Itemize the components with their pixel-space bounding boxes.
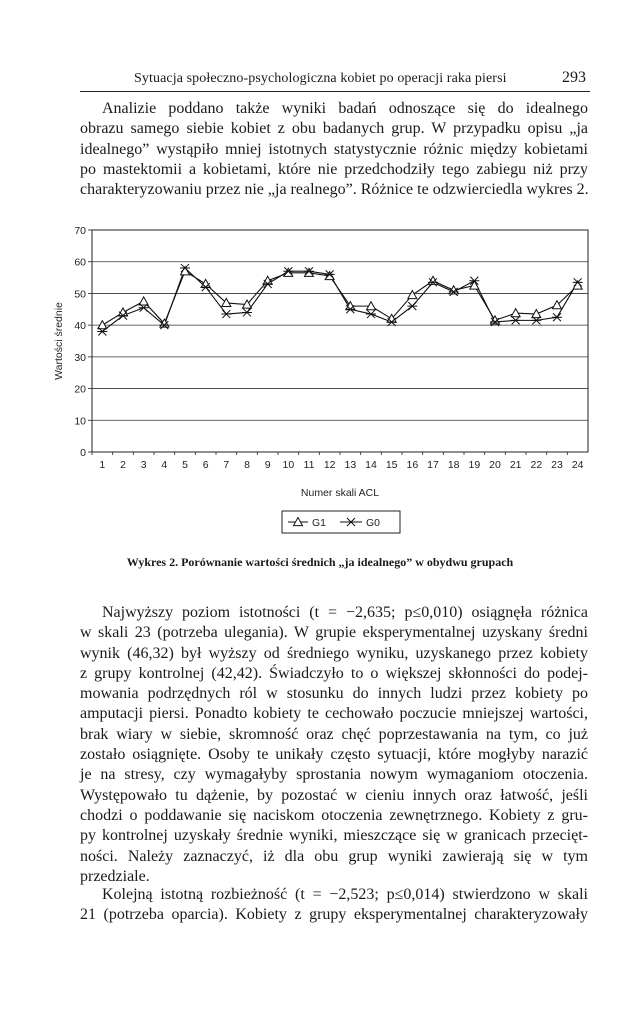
y-tick-label: 60 [74, 256, 86, 269]
text-line: Najwyższy poziom istotności (t = −2,635; p≤0,010) osiągnęła różnica [102, 604, 588, 621]
marker-G1 [511, 309, 520, 317]
x-tick-label: 5 [182, 459, 188, 471]
text-line: wynik (46,32) był wyższy od średniego wyniku, uzyskanego przez kobiety [80, 644, 588, 662]
legend-label-G0: G0 [366, 517, 381, 529]
marker-G0 [407, 302, 417, 310]
x-tick-label: 19 [468, 459, 481, 471]
x-tick-label: 12 [323, 459, 336, 471]
y-tick-label: 40 [74, 320, 86, 333]
x-tick-label: 24 [571, 459, 584, 471]
x-axis-label: Numer skali ACL [300, 487, 380, 499]
marker-G1 [98, 321, 107, 329]
x-tick-label: 6 [202, 459, 209, 471]
text-line: obrazu samego siebie kobiet z obu badanych grup. W przypadku opisu „ja [80, 120, 588, 138]
series-line-G0 [102, 268, 577, 331]
paragraph-next [80, 885, 588, 926]
line-chart [50, 218, 600, 548]
text-line: przedziale. [80, 867, 150, 885]
text-line: w skali 23 (potrzeba ulegania). W grupie eksperymentalnej uzyskany średni [80, 624, 588, 642]
y-tick-label: 30 [74, 351, 86, 364]
text-line: Kolejną istotną rozbieżność (t = −2,523; p≤0,014) stwierdzono w skali [102, 886, 588, 903]
marker-G1 [139, 297, 148, 305]
x-tick-label: 11 [303, 459, 315, 471]
text-line: brak wiary w siebie, skromność oraz chęć poprzestawania na tym, co już [80, 725, 588, 743]
x-tick-label: 1 [99, 459, 106, 471]
y-axis-label: Wartości średnie [53, 302, 65, 380]
marker-G1 [491, 316, 500, 324]
marker-G0 [511, 316, 521, 324]
legend-label-G1: G1 [312, 517, 327, 529]
page-number: 293 [562, 69, 586, 86]
x-tick-label: 14 [365, 459, 377, 471]
paragraph-significance [80, 603, 588, 887]
y-tick-label: 20 [74, 383, 86, 396]
text-line: je na stresy, czy wymagałyby sprostania nowym wymaganiom otoczenia. [80, 766, 588, 784]
paragraph-intro [80, 99, 588, 200]
marker-G1 [429, 276, 438, 284]
text-line: amputacji piersi. Ponadto kobiety te cechowało poczucie mniejszej wartości, [80, 705, 588, 723]
text-line: ności. Należy zaznaczyć, iż dla obu grup wyniki zawierają się w tym [80, 847, 588, 865]
y-tick-label: 70 [74, 225, 86, 237]
plot-area [92, 230, 588, 452]
x-tick-label: 7 [223, 459, 230, 471]
text-line: zostało osiągnięte. Osoby te unikały często sytuacji, które mogłyby narazić [80, 746, 588, 764]
y-tick-label: 0 [80, 447, 86, 459]
text-line: chodzi o poddawanie się naciskom otoczenia zewnętrznego. Kobiety z gru- [80, 806, 588, 824]
x-tick-label: 13 [344, 459, 357, 471]
x-tick-label: 3 [140, 459, 147, 471]
x-tick-label: 16 [406, 459, 419, 471]
marker-G1 [408, 291, 417, 299]
x-tick-label: 9 [264, 459, 271, 471]
text-line: po mastektomii a kobietami, które nie przedchodziły tego zabiegu niż przy [80, 160, 588, 178]
text-line: mowania podrzędnych ról w stosunku do innych ludzi przez kobiety po [80, 685, 588, 703]
x-tick-label: 8 [244, 459, 250, 471]
x-tick-label: 18 [447, 459, 460, 471]
text-line: z grupy kontrolnej (42,42). Świadczyło to o większej skłonności do podej- [80, 664, 588, 682]
figure-caption: Wykres 2. Porównanie wartości średnich „ja idealnego” w obydwu grupach [126, 555, 514, 569]
x-tick-label: 4 [161, 459, 168, 471]
marker-G0 [242, 308, 252, 316]
text-line: Analizie poddano także wyniki badań odnoszące się do idealnego [102, 100, 588, 117]
marker-G0 [221, 310, 231, 318]
running-title: Sytuacja społeczno-psychologiczna kobiet po operacji raka piersi [134, 71, 507, 86]
marker-G0 [552, 313, 562, 321]
x-tick-label: 17 [427, 459, 439, 471]
x-tick-label: 15 [385, 459, 398, 471]
text-line: idealnego” wystąpiło mniej istotnych statystycznie różnic między kobietami [80, 140, 588, 158]
text-line: Występowało tu dążenie, by pozostać w cieniu innych oraz łatwość, jeśli [80, 786, 588, 804]
x-tick-label: 22 [530, 459, 543, 471]
x-tick-label: 21 [509, 459, 522, 471]
x-tick-label: 2 [120, 459, 126, 471]
y-tick-label: 50 [74, 288, 86, 301]
chart-svg [50, 218, 600, 548]
text-line: 21 (potrzeba oparcia). Kobiety z grupy eksperymentalnej charakteryzowały [80, 906, 588, 924]
x-tick-label: 20 [489, 459, 501, 471]
marker-G0 [366, 310, 376, 318]
y-tick-label: 10 [74, 415, 86, 428]
text-line: charakteryzowaniu przez nie „ja realnego”. Różnice te odzwierciedla wykres 2. [80, 181, 589, 199]
x-tick-label: 10 [282, 459, 295, 471]
page-header [80, 71, 590, 92]
x-tick-label: 23 [551, 459, 563, 471]
text-line: py kontrolnej uzyskały średnie wyniki, mieszczące się w granicach przecięt- [80, 827, 588, 845]
